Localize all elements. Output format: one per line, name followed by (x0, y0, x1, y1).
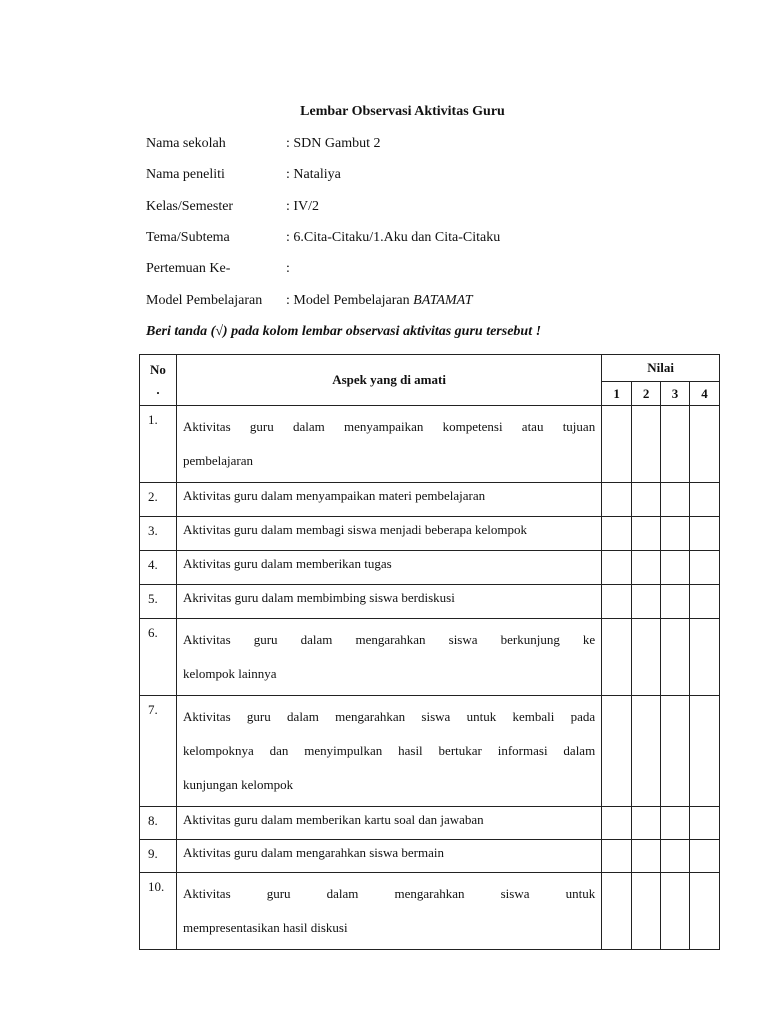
table-row (140, 551, 720, 585)
row-number: 7. (140, 696, 177, 807)
table-row (140, 840, 720, 873)
row-aspect: Aktivitas guru dalam mengarahkan siswa untuk kembali pada kelompoknya dan menyimpulkan hasil bertukar informasi dalam kunjungan kelompok (176, 696, 601, 807)
table-row (140, 696, 720, 807)
row-aspect: Aktivitas guru dalam menyampaikan kompetensi atau tujuan pembelajaran (176, 406, 601, 483)
col-header-no: No . (140, 355, 177, 406)
score-cell[interactable] (690, 619, 720, 696)
score-cell[interactable] (661, 873, 690, 950)
row-number: 1. (140, 406, 177, 483)
score-cell[interactable] (602, 840, 632, 873)
score-header-2: 2 (632, 382, 661, 406)
score-header-4: 4 (690, 382, 720, 406)
score-cell[interactable] (690, 807, 720, 840)
row-aspect: Aktivitas guru dalam mengarahkan siswa berkunjung ke kelompok lainnya (176, 619, 601, 696)
row-number: 10. (140, 873, 177, 950)
table-row (140, 619, 720, 696)
row-aspect: Aktivitas guru dalam mengarahkan siswa bermain (176, 840, 601, 873)
row-aspect: Akrivitas guru dalam membimbing siswa berdiskusi (176, 585, 601, 619)
score-cell[interactable] (632, 807, 661, 840)
score-cell[interactable] (661, 406, 690, 483)
table-row (140, 807, 720, 840)
score-cell[interactable] (690, 483, 720, 517)
row-number: 9. (140, 840, 177, 873)
info-value: : IV/2 (286, 199, 320, 214)
info-value: : SDN Gambut 2 (286, 136, 381, 151)
row-aspect: Aktivitas guru dalam mengarahkan siswa untuk mempresentasikan hasil diskusi (176, 873, 601, 950)
score-cell[interactable] (690, 406, 720, 483)
instruction-text: Beri tanda (√) pada kolom lembar observasi aktivitas guru tersebut ! (146, 324, 542, 339)
score-header-1: 1 (602, 382, 632, 406)
score-cell[interactable] (632, 483, 661, 517)
row-number: 6. (140, 619, 177, 696)
score-cell[interactable] (632, 406, 661, 483)
model-name: BATAMAT (413, 293, 473, 308)
info-label: Kelas/Semester (146, 199, 234, 214)
score-cell[interactable] (690, 517, 720, 551)
table-row (140, 406, 720, 483)
row-aspect: Aktivitas guru dalam membagi siswa menjadi beberapa kelompok (176, 517, 601, 551)
score-header-3: 3 (661, 382, 690, 406)
score-cell[interactable] (602, 551, 632, 585)
observation-table (139, 354, 720, 950)
row-aspect: Aktivitas guru dalam memberikan kartu soal dan jawaban (176, 807, 601, 840)
document-title: Lembar Observasi Aktivitas Guru (300, 104, 505, 119)
row-number: 4. (140, 551, 177, 585)
score-cell[interactable] (661, 551, 690, 585)
row-number: 8. (140, 807, 177, 840)
score-cell[interactable] (632, 585, 661, 619)
score-cell[interactable] (661, 840, 690, 873)
score-cell[interactable] (690, 873, 720, 950)
info-value: : (286, 261, 290, 276)
score-cell[interactable] (602, 696, 632, 807)
score-cell[interactable] (632, 551, 661, 585)
score-cell[interactable] (661, 619, 690, 696)
info-label: Nama peneliti (146, 167, 225, 182)
info-value: : Nataliya (286, 167, 341, 182)
row-aspect: Aktivitas guru dalam memberikan tugas (176, 551, 601, 585)
info-label: Pertemuan Ke- (146, 261, 231, 276)
score-cell[interactable] (690, 585, 720, 619)
table-row (140, 585, 720, 619)
score-cell[interactable] (632, 840, 661, 873)
score-cell[interactable] (661, 517, 690, 551)
score-cell[interactable] (632, 517, 661, 551)
info-label: Nama sekolah (146, 136, 226, 151)
score-cell[interactable] (690, 696, 720, 807)
score-cell[interactable] (602, 517, 632, 551)
row-number: 3. (140, 517, 177, 551)
score-cell[interactable] (661, 696, 690, 807)
row-aspect: Aktivitas guru dalam menyampaikan materi pembelajaran (176, 483, 601, 517)
row-number: 5. (140, 585, 177, 619)
info-value: : Model Pembelajaran BATAMAT (286, 293, 473, 308)
score-cell[interactable] (602, 585, 632, 619)
score-cell[interactable] (690, 551, 720, 585)
score-cell[interactable] (661, 807, 690, 840)
info-label: Tema/Subtema (146, 230, 230, 245)
score-cell[interactable] (632, 873, 661, 950)
score-cell[interactable] (602, 807, 632, 840)
score-cell[interactable] (661, 585, 690, 619)
score-cell[interactable] (602, 619, 632, 696)
row-number: 2. (140, 483, 177, 517)
info-value: : 6.Cita-Citaku/1.Aku dan Cita-Citaku (286, 230, 501, 245)
table-row (140, 873, 720, 950)
table-row (140, 517, 720, 551)
score-cell[interactable] (661, 483, 690, 517)
score-cell[interactable] (632, 696, 661, 807)
score-cell[interactable] (602, 406, 632, 483)
score-cell[interactable] (602, 483, 632, 517)
col-header-score: Nilai (602, 355, 720, 382)
col-header-aspect: Aspek yang di amati (176, 355, 601, 406)
score-cell[interactable] (632, 619, 661, 696)
info-label: Model Pembelajaran (146, 293, 263, 308)
score-cell[interactable] (690, 840, 720, 873)
score-cell[interactable] (602, 873, 632, 950)
table-row (140, 483, 720, 517)
